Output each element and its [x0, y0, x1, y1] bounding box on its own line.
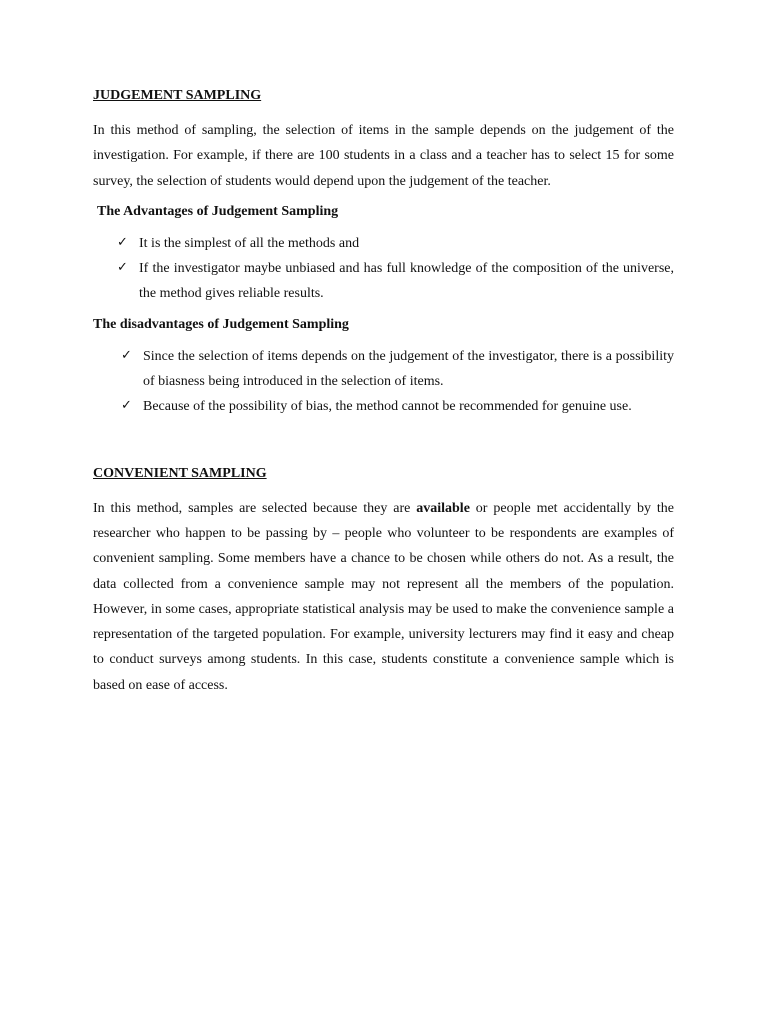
- paragraph-text: or people met accidentally by the researcher who happen to be passing by – people who volunteer to be respondents are examples of convenient sampling. Some members have a chance to be chosen while others do not. As a result, the data collected from a convenience sample may not represent all the members of the population. However, in some cases, appropriate statistical analysis may be used to make the convenience sample a representation of the targeted population. For example, university lecturers may find it easy and cheap to conduct surveys among students. In this case, students constitute a convenience sample which is based on ease of access.: [93, 500, 674, 693]
- check-icon: ✓: [117, 233, 128, 249]
- list-item: [121, 344, 674, 395]
- document-page: [93, 86, 674, 698]
- advantages-list: [93, 231, 674, 307]
- list-item: [121, 394, 674, 419]
- disadvantage-text: Since the selection of items depends on the judgement of the investigator, there is a possibility of biasness being introduced in the selection of items.: [143, 348, 674, 390]
- emphasis-available: available: [416, 500, 470, 516]
- disadvantages-list: [93, 344, 674, 420]
- list-item: [117, 231, 674, 256]
- check-icon: ✓: [121, 397, 132, 413]
- advantage-text: It is the simplest of all the methods and: [139, 235, 360, 251]
- advantage-text: If the investigator maybe unbiased and has full knowledge of the composition of the universe, the method gives reliable results.: [139, 261, 674, 302]
- judgement-sampling-heading: JUDGEMENT SAMPLING: [93, 88, 262, 103]
- check-icon: ✓: [121, 346, 132, 362]
- list-item: [117, 256, 674, 307]
- disadvantages-heading: The disadvantages of Judgement Sampling: [93, 316, 349, 332]
- judgement-sampling-intro: In this method of sampling, the selection of items in the sample depends on the judgement of the investigation. For example, if there are 100 students in a class and a teacher has to select 15 for some survey, the selection of students would depend upon the judgement of the teacher.: [93, 123, 674, 189]
- convenient-sampling-paragraph: [93, 496, 674, 698]
- advantages-heading: The Advantages of Judgement Sampling: [97, 203, 339, 219]
- paragraph-text: In this method, samples are selected because they are: [93, 500, 417, 516]
- disadvantage-text: Because of the possibility of bias, the method cannot be recommended for genuine use.: [143, 399, 632, 415]
- check-icon: ✓: [117, 259, 128, 275]
- convenient-sampling-heading: CONVENIENT SAMPLING: [93, 465, 267, 481]
